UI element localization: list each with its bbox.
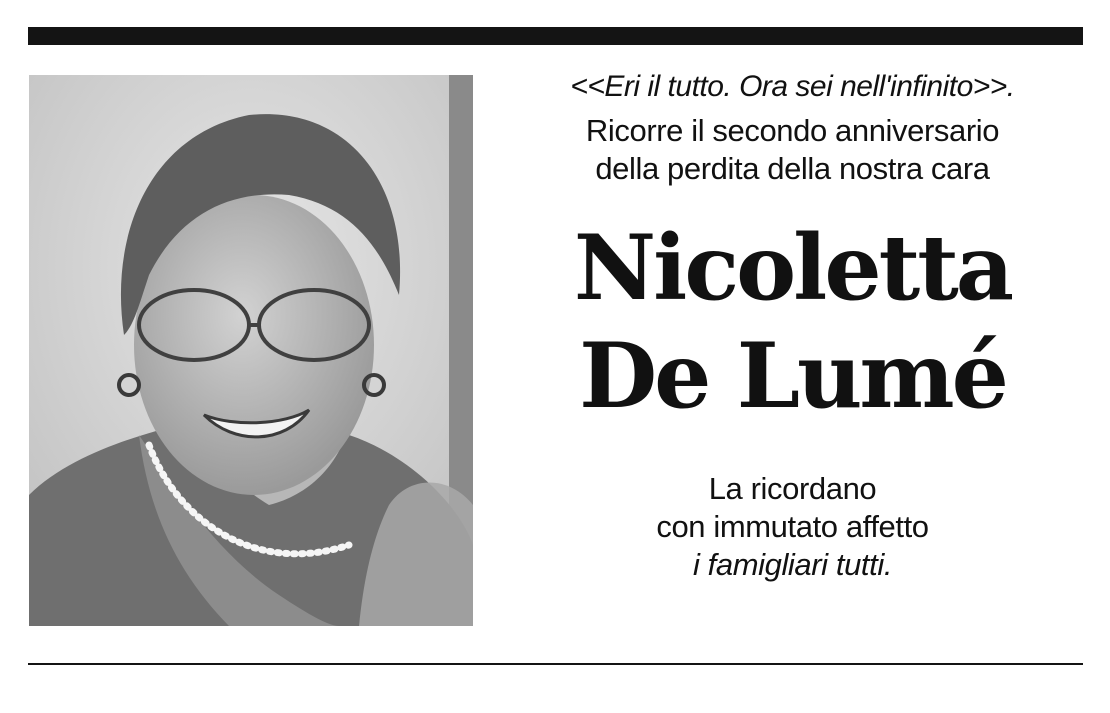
deceased-first-name: Nicoletta: [573, 215, 1012, 321]
intro-line-1: Ricorre il secondo anniversario: [585, 113, 1000, 148]
top-rule-bar: [28, 27, 1083, 45]
closing-line-2: con immutato affetto: [656, 509, 929, 544]
deceased-last-name: De Lumé: [579, 323, 1006, 429]
bottom-rule: [28, 663, 1083, 665]
signature: i famigliari tutti.: [692, 547, 893, 582]
epigraph-quote: <<Eri il tutto. Ora sei nell'infinito>>.: [570, 70, 1015, 103]
closing-line-1: La ricordano: [708, 471, 877, 506]
intro-line-2: della perdita della nostra cara: [595, 151, 990, 186]
notice-text: [500, 68, 1085, 584]
portrait-illustration: [29, 75, 473, 626]
portrait-photo: [29, 75, 473, 626]
